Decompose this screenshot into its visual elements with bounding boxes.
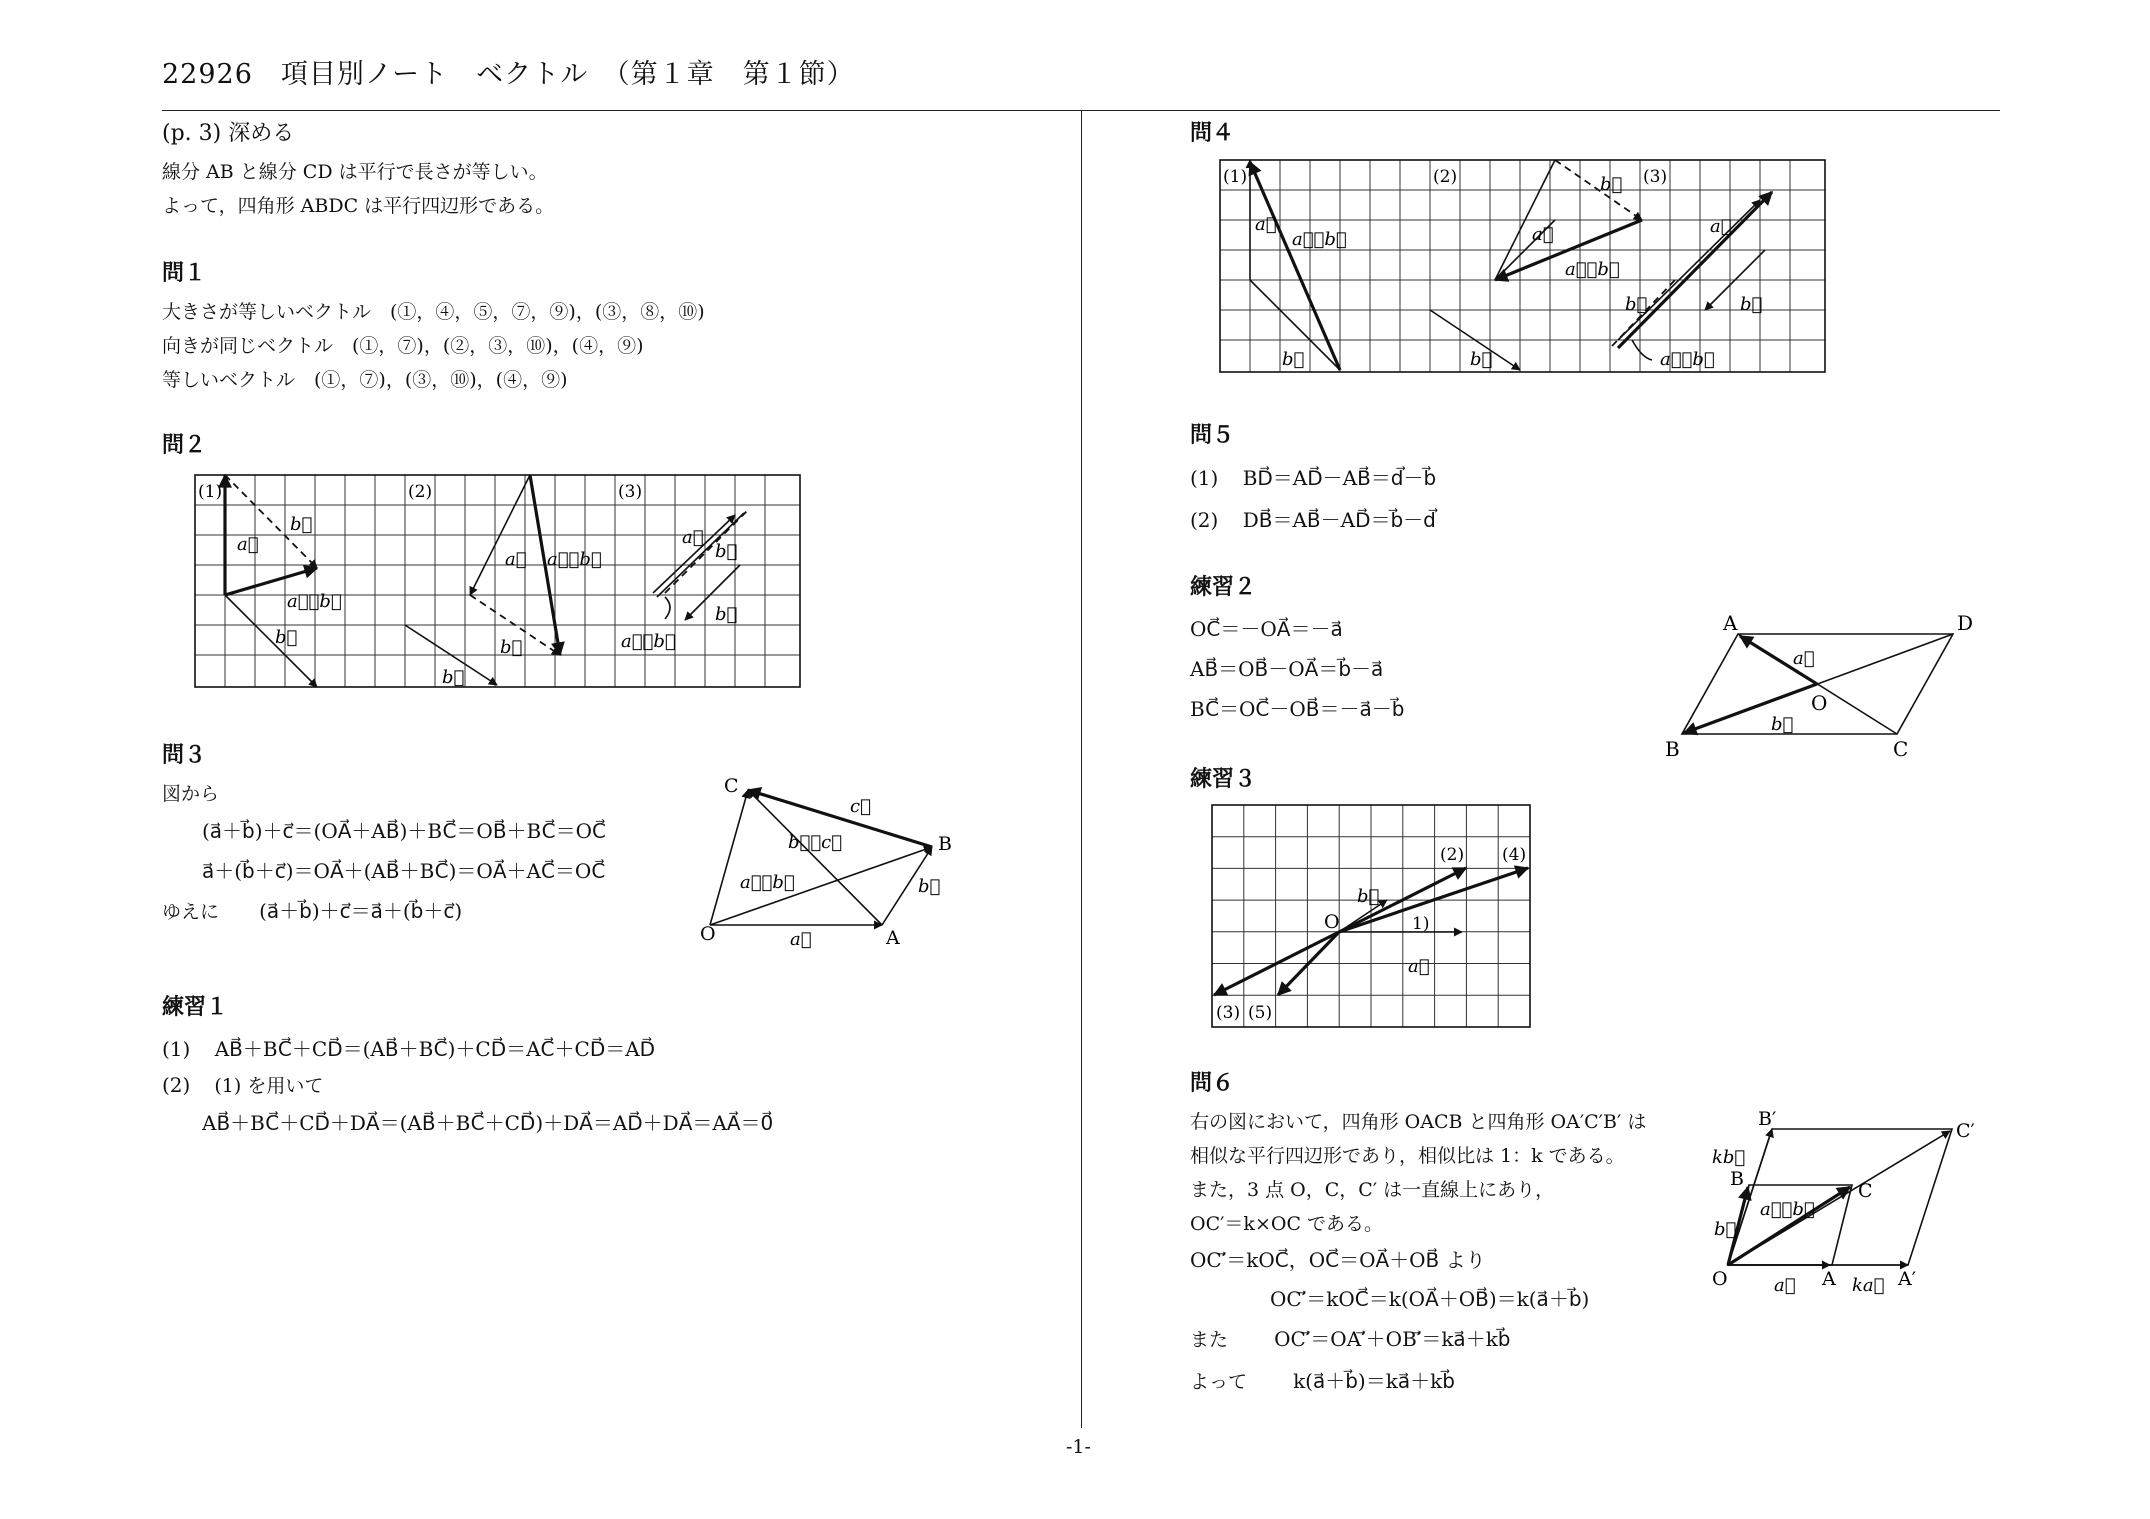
section-q6 bbox=[1190, 1066, 1646, 1403]
section-practice2 bbox=[1190, 570, 1404, 729]
q2-vector-grid-figure bbox=[195, 475, 800, 687]
svg-text:b⃗: b⃗ bbox=[1740, 294, 1763, 315]
svg-text:(2): (2) bbox=[1433, 167, 1458, 187]
section-q5 bbox=[1190, 418, 1436, 541]
page-number: -1- bbox=[1066, 1436, 1091, 1458]
svg-text:O: O bbox=[700, 923, 716, 945]
section-title: 問１ bbox=[162, 261, 207, 286]
svg-text:b⃗: b⃗ bbox=[1714, 1219, 1737, 1240]
svg-text:A: A bbox=[1822, 1268, 1836, 1290]
practice2-parallelogram-figure bbox=[1665, 611, 1974, 762]
equation: OC′⃗＝kOC⃗，OC⃗＝OA⃗＋OB⃗ より bbox=[1190, 1248, 1486, 1272]
section-q2 bbox=[162, 428, 206, 467]
text-line: 向きが同じベクトル (①，⑦)，(②，③，⑩)，(④，⑨) bbox=[162, 335, 644, 357]
svg-text:C: C bbox=[1858, 1180, 1873, 1202]
svg-text:a⃗: a⃗ bbox=[1710, 216, 1732, 237]
svg-text:a⃗－b⃗: a⃗－b⃗ bbox=[1660, 349, 1715, 370]
panel-label: (3) bbox=[618, 482, 643, 502]
svg-text:a⃗－b⃗: a⃗－b⃗ bbox=[1565, 259, 1620, 280]
text-line: 図から bbox=[162, 783, 220, 805]
svg-text:ka⃗: ka⃗ bbox=[1852, 1275, 1885, 1296]
svg-text:O: O bbox=[1811, 691, 1828, 715]
svg-text:b⃗: b⃗ bbox=[715, 604, 738, 625]
equation: (a⃗＋b⃗)＋c⃗＝a⃗＋(b⃗＋c⃗) bbox=[259, 899, 463, 923]
svg-text:b⃗: b⃗ bbox=[1625, 294, 1648, 315]
equation: AB⃗＋BC⃗＋CD⃗＋DA⃗＝(AB⃗＋BC⃗＋CD⃗)＋DA⃗＝AD⃗＋DA⃗＝AA⃗＝0⃗ bbox=[202, 1111, 774, 1135]
section-title: 問６ bbox=[1190, 1071, 1235, 1096]
svg-text:b⃗: b⃗ bbox=[290, 514, 313, 535]
text-label: また bbox=[1190, 1329, 1229, 1351]
svg-text:a⃗: a⃗ bbox=[790, 929, 812, 950]
svg-text:B′: B′ bbox=[1758, 1108, 1777, 1130]
svg-text:a⃗: a⃗ bbox=[237, 534, 259, 555]
svg-text:C: C bbox=[724, 775, 739, 797]
section-title: 練習１ bbox=[162, 995, 229, 1020]
svg-text:b⃗＋c⃗: b⃗＋c⃗ bbox=[788, 832, 843, 853]
equation: a⃗＋(b⃗＋c⃗)＝OA⃗＋(AB⃗＋BC⃗)＝OA⃗＋AC⃗＝OC⃗ bbox=[202, 859, 606, 883]
vector-OC bbox=[710, 790, 748, 925]
panel-label: (1) bbox=[198, 482, 223, 502]
svg-text:B: B bbox=[938, 833, 952, 855]
svg-text:a⃗＋b⃗: a⃗＋b⃗ bbox=[740, 872, 795, 893]
section-q4 bbox=[1190, 116, 1234, 155]
column-divider bbox=[1081, 110, 1082, 1428]
svg-text:D: D bbox=[1957, 611, 1974, 635]
text-line: 右の図において，四角形 OACB と四角形 OA′C′B′ は bbox=[1190, 1111, 1647, 1133]
svg-text:A: A bbox=[1723, 611, 1738, 635]
section-title: 練習３ bbox=[1190, 767, 1257, 792]
svg-text:(3): (3) bbox=[1216, 1003, 1241, 1023]
section-title: 問２ bbox=[162, 433, 207, 458]
page-title: 22926 項目別ノート ベクトル （第１章 第１節） bbox=[162, 59, 855, 90]
text-line: 相似な平行四辺形であり，相似比は 1：k である。 bbox=[1190, 1145, 1625, 1167]
section-title: 問４ bbox=[1190, 121, 1235, 146]
section-title: 問３ bbox=[162, 743, 207, 768]
svg-text:a⃗: a⃗ bbox=[1774, 1275, 1796, 1296]
svg-text:b⃗: b⃗ bbox=[1357, 886, 1380, 907]
equation: k(a⃗＋b⃗)＝ka⃗＋kb⃗ bbox=[1293, 1369, 1455, 1393]
svg-text:B: B bbox=[1665, 737, 1680, 761]
equation: OC′⃗＝OA′⃗＋OB′⃗＝ka⃗＋kb⃗ bbox=[1274, 1327, 1511, 1351]
text-line: 線分 AB と線分 CD は平行で長さが等しい。 bbox=[162, 161, 548, 183]
q3-triangle-figure bbox=[700, 775, 960, 950]
svg-text:b⃗: b⃗ bbox=[918, 876, 941, 897]
svg-text:a⃗: a⃗ bbox=[682, 527, 704, 548]
item-label: (1) bbox=[162, 1037, 191, 1061]
svg-text:(5): (5) bbox=[1248, 1003, 1273, 1023]
section-practice1 bbox=[162, 990, 773, 1144]
svg-text:kb⃗: kb⃗ bbox=[1712, 1147, 1746, 1168]
text-line: よって，四角形 ABDC は平行四辺形である。 bbox=[162, 195, 555, 217]
svg-text:(1): (1) bbox=[1223, 167, 1248, 187]
svg-text:b⃗: b⃗ bbox=[1282, 349, 1305, 370]
svg-text:a⃗－b⃗: a⃗－b⃗ bbox=[1292, 229, 1347, 250]
q4-vector-grid-figure bbox=[1220, 160, 1825, 372]
section-title: 練習２ bbox=[1190, 575, 1257, 600]
svg-text:a⃗＋b⃗: a⃗＋b⃗ bbox=[621, 631, 676, 652]
section-q1 bbox=[162, 256, 705, 397]
text-line: OC′＝k×OC である。 bbox=[1190, 1213, 1384, 1235]
svg-text:A: A bbox=[886, 927, 900, 949]
item-label: (1) bbox=[1190, 466, 1219, 490]
svg-text:c⃗: c⃗ bbox=[850, 796, 871, 817]
svg-text:1): 1) bbox=[1412, 914, 1430, 934]
equation: BC⃗＝OC⃗－OB⃗＝－a⃗－b⃗ bbox=[1190, 697, 1405, 721]
svg-text:a⃗＋b⃗: a⃗＋b⃗ bbox=[287, 591, 342, 612]
svg-text:(4): (4) bbox=[1502, 845, 1527, 865]
svg-text:C: C bbox=[1893, 737, 1909, 761]
section-practice3 bbox=[1190, 762, 1256, 801]
svg-text:b⃗: b⃗ bbox=[1600, 174, 1623, 195]
svg-text:b⃗: b⃗ bbox=[715, 541, 738, 562]
text-label: よって bbox=[1190, 1371, 1248, 1393]
svg-text:a⃗: a⃗ bbox=[505, 549, 527, 570]
section-title: (p. 3) 深める bbox=[162, 121, 295, 146]
equation: DB⃗＝AB⃗－AD⃗＝b⃗－d⃗ bbox=[1242, 508, 1436, 532]
equation: OC′⃗＝kOC⃗＝k(OA⃗＋OB⃗)＝k(a⃗＋b⃗) bbox=[1270, 1287, 1590, 1311]
text-line: また，3 点 O，C，C′ は一直線上にあり， bbox=[1190, 1179, 1555, 1201]
equation: (a⃗＋b⃗)＋c⃗＝(OA⃗＋AB⃗)＋BC⃗＝OB⃗＋BC⃗＝OC⃗ bbox=[202, 819, 606, 843]
svg-text:(3): (3) bbox=[1643, 167, 1668, 187]
svg-text:b⃗: b⃗ bbox=[1771, 714, 1794, 735]
svg-text:b⃗: b⃗ bbox=[1470, 349, 1493, 370]
text-label: ゆえに bbox=[162, 901, 220, 923]
equation: AB⃗＋BC⃗＋CD⃗＝(AB⃗＋BC⃗)＋CD⃗＝AC⃗＋CD⃗＝AD⃗ bbox=[214, 1037, 656, 1061]
section-title: 問５ bbox=[1190, 423, 1235, 448]
q6-similar-parallelogram-figure bbox=[1712, 1105, 2002, 1295]
svg-text:b⃗: b⃗ bbox=[442, 667, 465, 688]
item-label: (2) bbox=[1190, 508, 1219, 532]
section-fukameru bbox=[162, 116, 554, 223]
svg-text:C′: C′ bbox=[1956, 1120, 1975, 1142]
text-line: (1) を用いて bbox=[214, 1075, 324, 1097]
svg-text:a⃗: a⃗ bbox=[1793, 648, 1815, 669]
svg-text:a⃗: a⃗ bbox=[1532, 224, 1554, 245]
svg-text:O: O bbox=[1324, 911, 1340, 933]
equation: BD⃗＝AD⃗－AB⃗＝d⃗－b⃗ bbox=[1242, 466, 1437, 490]
practice3-vector-grid-figure bbox=[1212, 805, 1530, 1027]
text-line: 大きさが等しいベクトル (①，④，⑤，⑦，⑨)，(③，⑧，⑩) bbox=[162, 301, 705, 323]
svg-text:a⃗＋b⃗: a⃗＋b⃗ bbox=[547, 549, 602, 570]
svg-text:a⃗＋b⃗: a⃗＋b⃗ bbox=[1760, 1199, 1815, 1220]
svg-text:A′: A′ bbox=[1898, 1268, 1917, 1290]
equation: OC⃗＝－OA⃗＝－a⃗ bbox=[1190, 617, 1343, 641]
svg-text:a⃗: a⃗ bbox=[1408, 956, 1430, 977]
panel-label: (2) bbox=[408, 482, 433, 502]
svg-text:(2): (2) bbox=[1440, 845, 1465, 865]
section-q3 bbox=[162, 738, 682, 932]
item-label: (2) bbox=[162, 1073, 191, 1097]
svg-text:B: B bbox=[1730, 1168, 1744, 1190]
svg-text:a⃗: a⃗ bbox=[1255, 214, 1277, 235]
svg-text:O: O bbox=[1712, 1268, 1728, 1290]
svg-text:b⃗: b⃗ bbox=[275, 627, 298, 648]
svg-text:b⃗: b⃗ bbox=[500, 637, 523, 658]
text-line: 等しいベクトル (①，⑦)，(③，⑩)，(④，⑨) bbox=[162, 369, 568, 391]
equation: AB⃗＝OB⃗－OA⃗＝b⃗－a⃗ bbox=[1190, 657, 1384, 681]
